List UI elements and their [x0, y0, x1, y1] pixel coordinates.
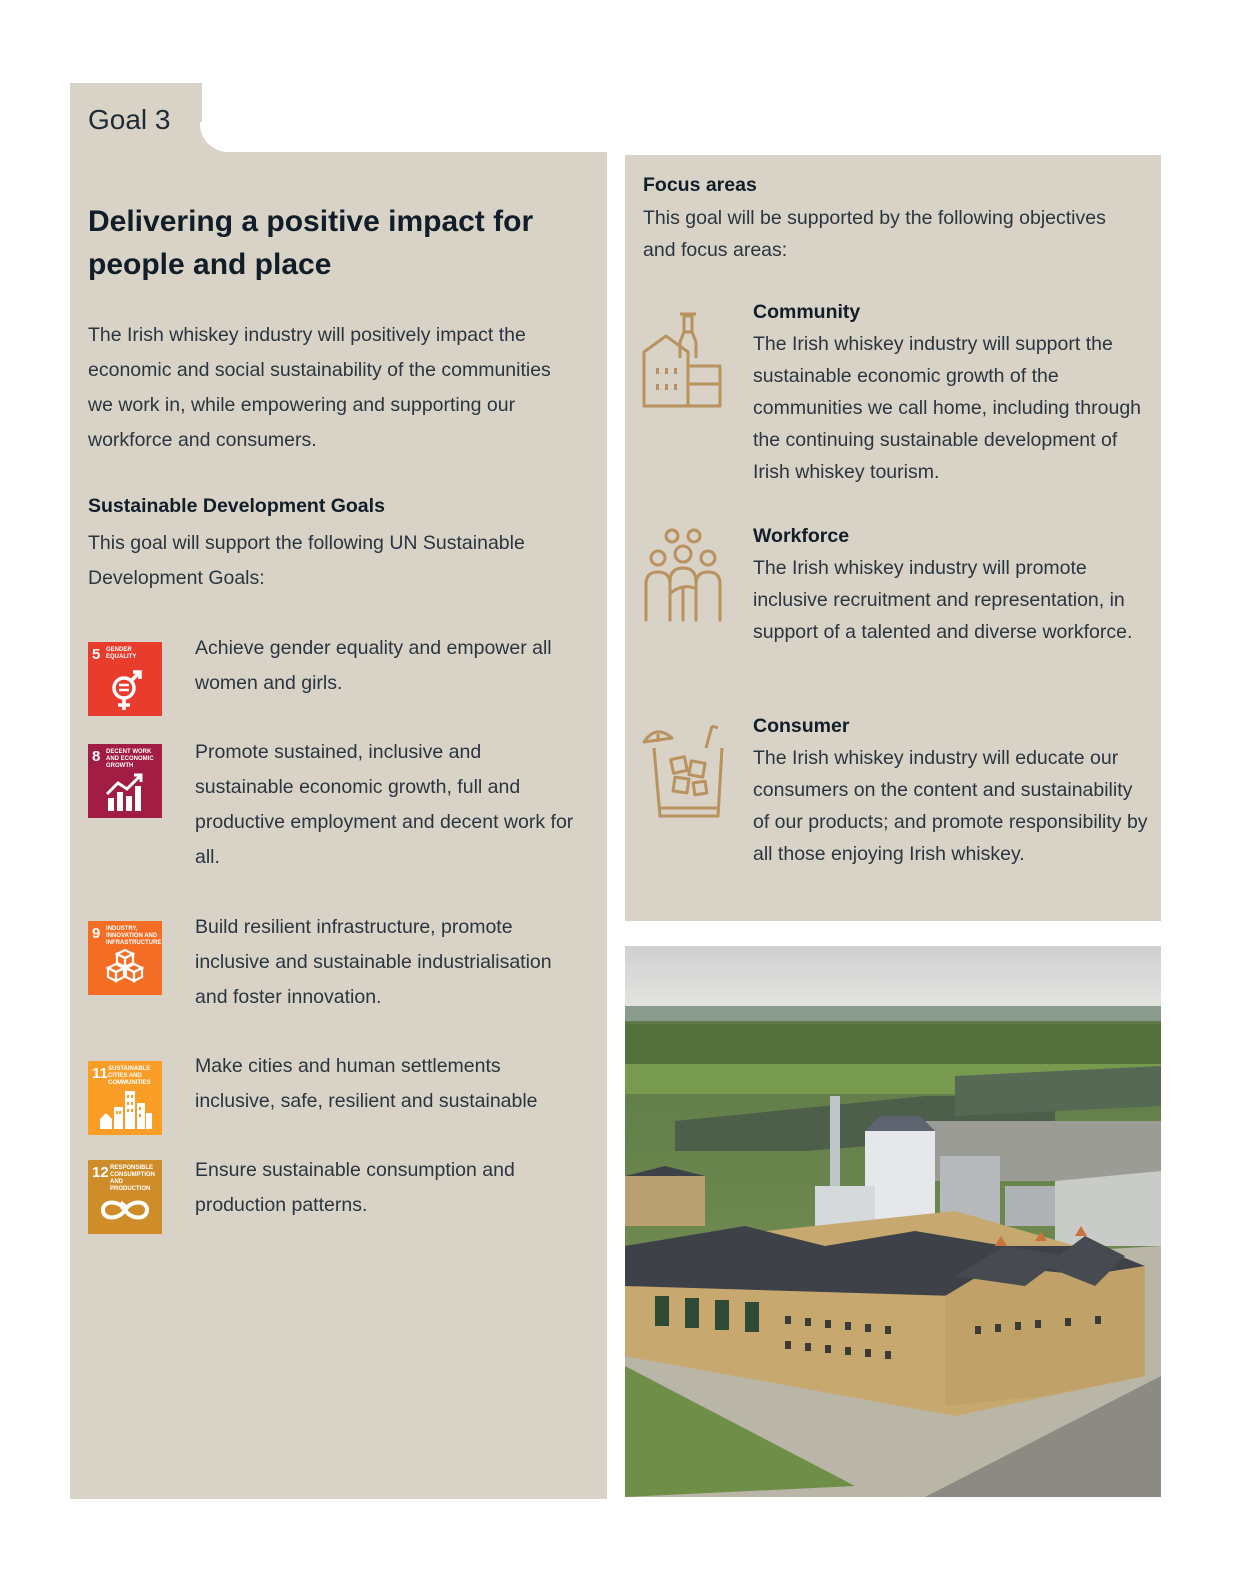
sdg-name: GENDER EQUALITY [106, 647, 137, 660]
focus-consumer-text: The Irish whiskey industry will educate our consumers on the content and sustainability of our products; and promote responsibility by all those enjoying Irish whiskey. [753, 747, 1148, 865]
sdg-8-text: Promote sustained, inclusive and sustainable economic growth, full and productive employment and decent work for all. [195, 741, 574, 868]
sdg-12-responsible-consumption-icon [88, 1160, 162, 1234]
gender-equality-icon [88, 668, 162, 714]
sdg-8-decent-work-icon [88, 744, 162, 818]
distillery-aerial-photo [625, 946, 1161, 1497]
sdg-number: 5 [92, 646, 101, 663]
sdg-heading: Sustainable Development Goals [88, 495, 385, 517]
focus-intro: This goal will be supported by the following objectives and focus areas: [643, 207, 1106, 261]
sdg-11-text: Make cities and human settlements inclusive, safe, resilient and sustainable [195, 1055, 538, 1112]
focus-community-text: The Irish whiskey industry will support the sustainable economic growth of the communities we call home, including through the continuing sustainable development of Irish whiskey tourism. [753, 333, 1142, 483]
infinity-icon [88, 1186, 162, 1232]
focus-community-title: Community [753, 301, 861, 323]
focus-workforce-title: Workforce [753, 525, 850, 547]
sdg-number: 9 [92, 925, 101, 942]
focus-consumer-title: Consumer [753, 715, 850, 737]
focus-heading: Focus areas [643, 174, 757, 196]
distillery-icon [640, 308, 724, 408]
cubes-icon [88, 947, 162, 993]
intro-paragraph: The Irish whiskey industry will positively impact the economic and social sustainability of the communities we work in, while empowering and supporting our workforce and consumers. [88, 324, 551, 451]
drink-glass-icon [640, 722, 724, 822]
goal-tab-label: Goal 3 [88, 104, 171, 135]
sdg-name: RESPONSIBLE CONSUMPTION AND PRODUCTION [110, 1165, 155, 1192]
people-group-icon [640, 528, 724, 628]
sdg-number: 8 [92, 748, 101, 765]
page-title: Delivering a positive impact for people and place [88, 205, 534, 281]
sdg-5-gender-equality-icon [88, 642, 162, 716]
sdg-11-cities-icon [88, 1061, 162, 1135]
economic-growth-icon [88, 770, 162, 816]
sdg-name: SUSTAINABLE CITIES AND COMMUNITIES [108, 1066, 151, 1086]
sdg-name: INDUSTRY, INNOVATION AND INFRASTRUCTURE [106, 926, 162, 946]
sdg-12-text: Ensure sustainable consumption and production patterns. [195, 1159, 515, 1216]
city-icon [88, 1087, 162, 1133]
sdg-number: 11 [92, 1065, 108, 1082]
sdg-intro: This goal will support the following UN Sustainable Development Goals: [88, 532, 525, 589]
sdg-5-text: Achieve gender equality and empower all women and girls. [195, 637, 552, 694]
sdg-9-industry-icon [88, 921, 162, 995]
sdg-name: DECENT WORK AND ECONOMIC GROWTH [106, 749, 154, 769]
sdg-number: 12 [92, 1164, 109, 1181]
focus-workforce-text: The Irish whiskey industry will promote inclusive recruitment and representation, in support of a talented and diverse workforce. [753, 557, 1133, 643]
sdg-9-text: Build resilient infrastructure, promote inclusive and sustainable industrialisation and foster innovation. [195, 916, 552, 1008]
